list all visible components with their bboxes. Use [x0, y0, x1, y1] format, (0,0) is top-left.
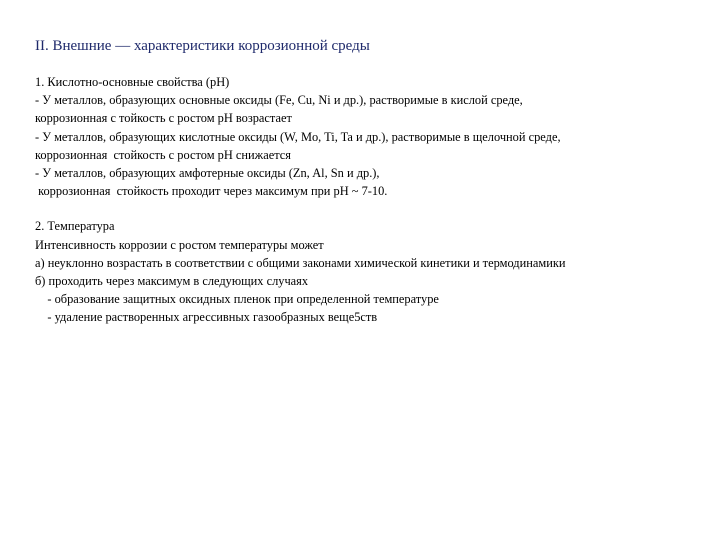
- text-line: коррозионная стойкость проходит через максимум при pH ~ 7-10.: [35, 184, 388, 199]
- section-ph: [35, 73, 695, 200]
- section-temperature: [35, 217, 695, 326]
- text-line: - У металлов, образующих основные оксиды (Fe, Cu, Ni и др.), растворимые в кислой среде,: [35, 93, 523, 108]
- slide-title: II. Внешние — характеристики коррозионной среды: [35, 38, 370, 54]
- text-line: Интенсивность коррозии с ростом температуры может: [35, 237, 324, 252]
- text-line: - У металлов, образующих амфотерные оксиды (Zn, Al, Sn и др.),: [35, 166, 380, 181]
- section-heading: 2. Температура: [35, 219, 115, 234]
- slide-content: [35, 36, 695, 327]
- section-heading: 1. Кислотно-основные свойства (pH): [35, 75, 230, 89]
- section-gap: [35, 200, 695, 217]
- text-line: б) проходить через максимум в следующих случаях: [35, 274, 309, 289]
- text-line: а) неуклонно возрастать в соответствии с общими законами химической кинетики и термодинамики: [35, 255, 566, 270]
- text-line: - удаление растворенных агрессивных газообразных веще5ств: [35, 310, 378, 325]
- text-line: коррозионная с тойкость с ростом pH возрастает: [35, 111, 292, 126]
- text-line: - У металлов, образующих кислотные оксиды (W, Mo, Ti, Ta и др.), растворимые в щелочной среде,: [35, 129, 561, 144]
- text-line: - образование защитных оксидных пленок при определенной температуре: [35, 292, 439, 307]
- text-line: коррозионная стойкость с ростом pH снижается: [35, 147, 291, 162]
